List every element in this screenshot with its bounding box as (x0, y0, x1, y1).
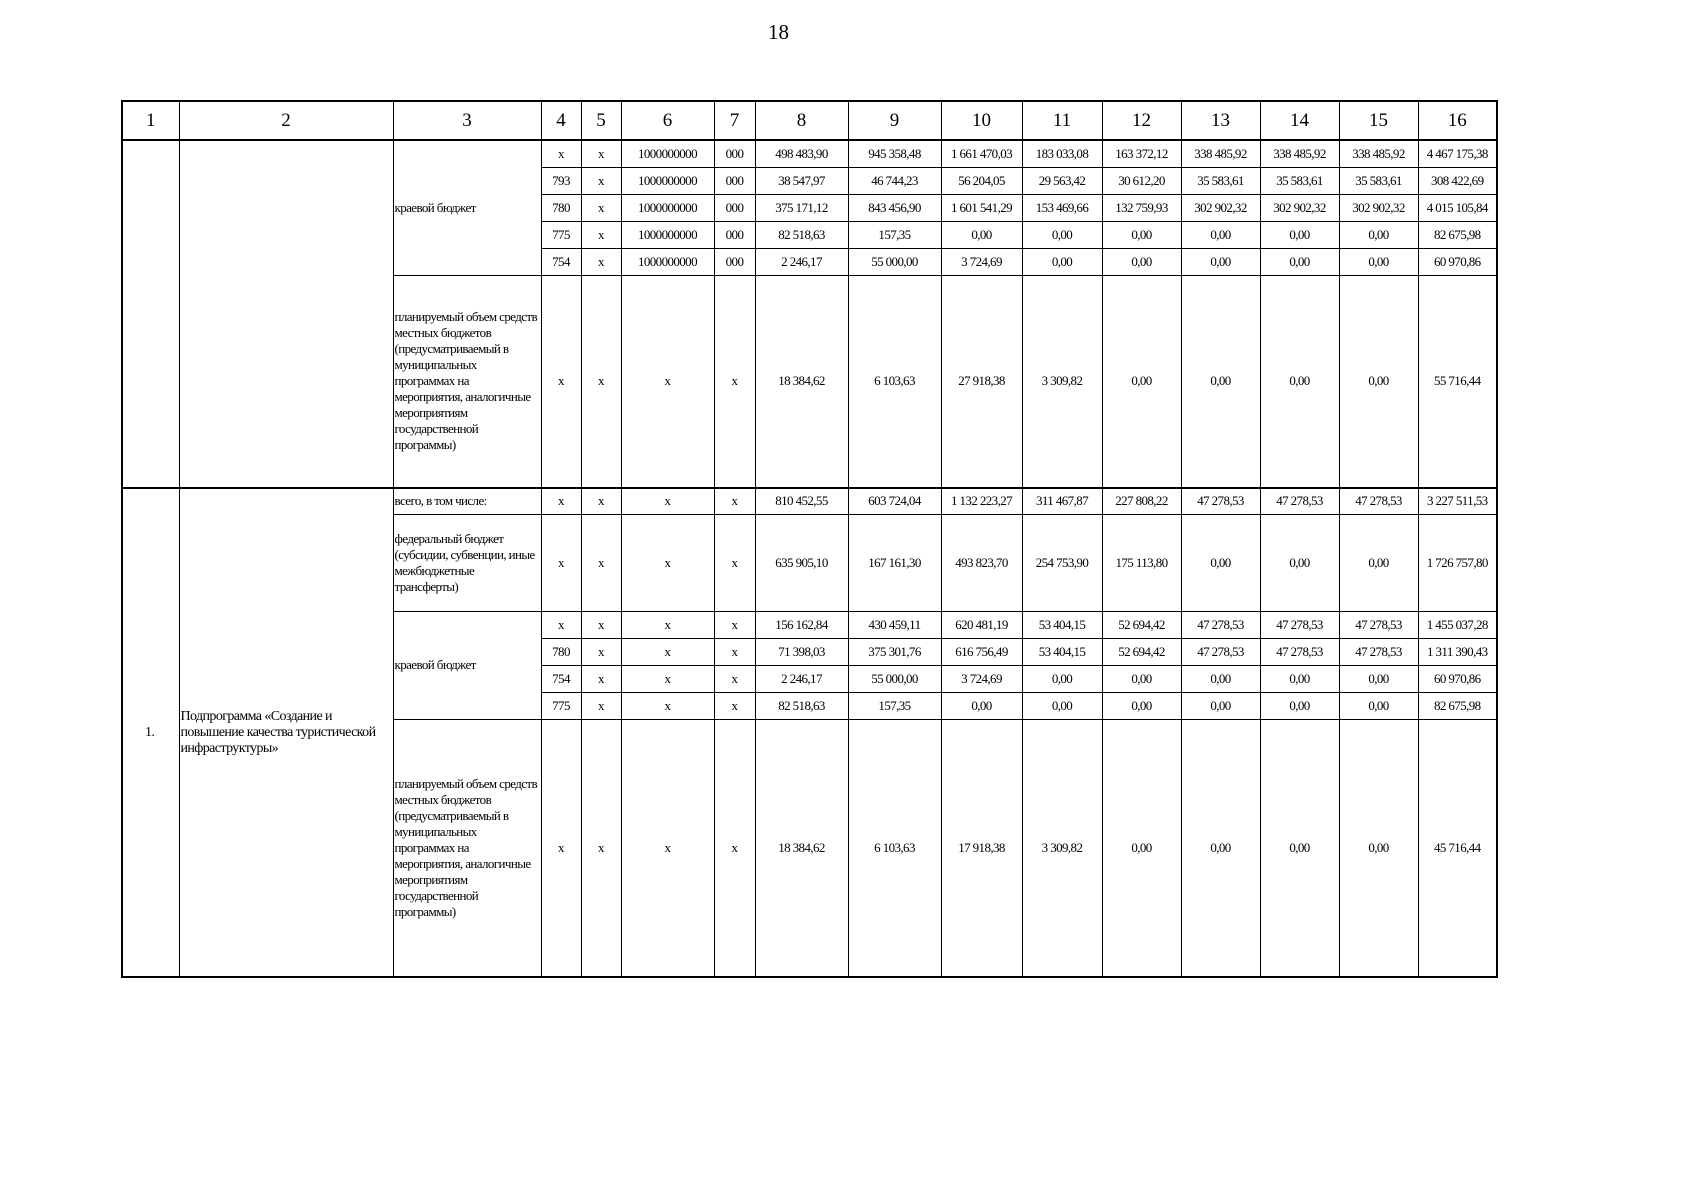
table-cell-col-12: 175 113,80 (1102, 514, 1181, 611)
table-cell-col-7: х (714, 719, 755, 977)
table-cell-col-5: х (581, 488, 621, 514)
table-cell-col-11: 311 467,87 (1022, 488, 1102, 514)
table-cell-col-10: 56 204,05 (941, 167, 1022, 194)
table-cell-col-12: 0,00 (1102, 719, 1181, 977)
table-cell-col-13: 0,00 (1181, 275, 1260, 488)
table-cell-col-6: 1000000000 (621, 167, 714, 194)
table-cell-col-6: 1000000000 (621, 248, 714, 275)
table-cell-col-10: 0,00 (941, 692, 1022, 719)
table-cell-col-11: 0,00 (1022, 692, 1102, 719)
table-cell-col-6: 1000000000 (621, 221, 714, 248)
table-cell-col-5: х (581, 692, 621, 719)
table-cell-col-11: 0,00 (1022, 221, 1102, 248)
table-cell-col-10: 1 661 470,03 (941, 140, 1022, 167)
table-cell-col-15: 338 485,92 (1339, 140, 1418, 167)
column-header-row (122, 101, 1497, 140)
table-cell-col-5: х (581, 719, 621, 977)
table-cell-col-14: 0,00 (1260, 221, 1339, 248)
column-header-6: 6 (621, 101, 714, 140)
block-a-number-cell (122, 140, 179, 488)
table-cell-col-9: 6 103,63 (848, 719, 941, 977)
column-header-8: 8 (755, 101, 848, 140)
table-cell-col-11: 183 033,08 (1022, 140, 1102, 167)
table-cell-col-8: 375 171,12 (755, 194, 848, 221)
table-cell-col-9: 157,35 (848, 692, 941, 719)
table-cell-col-8: 18 384,62 (755, 275, 848, 488)
table-cell-col-13: 35 583,61 (1181, 167, 1260, 194)
table-cell-col-16: 45 716,44 (1418, 719, 1497, 977)
table-cell-col-15: 0,00 (1339, 514, 1418, 611)
table-cell-col-5: х (581, 140, 621, 167)
subprogram-name: Подпрограмма «Создание и повышение качества туристической инфраструктуры» (179, 488, 393, 977)
table-cell-col-12: 0,00 (1102, 275, 1181, 488)
block-b-local-label: планируемый объем средств местных бюджетов (предусматриваемый в муниципальных программах на мероприятия, аналогичные мероприятиям государственной программы) (393, 719, 541, 977)
table-cell-col-6: х (621, 638, 714, 665)
block-a (122, 140, 1497, 488)
table-cell-col-12: 0,00 (1102, 221, 1181, 248)
budget-table (121, 100, 1498, 978)
table-cell-col-4: х (541, 611, 581, 638)
table-cell-col-7: х (714, 275, 755, 488)
table-cell-col-11: 29 563,42 (1022, 167, 1102, 194)
table-cell-col-6: х (621, 275, 714, 488)
table-cell-col-6: х (621, 488, 714, 514)
table-cell-col-16: 82 675,98 (1418, 221, 1497, 248)
table-cell-col-12: 30 612,20 (1102, 167, 1181, 194)
column-header-10: 10 (941, 101, 1022, 140)
column-header-3: 3 (393, 101, 541, 140)
table-cell-col-13: 0,00 (1181, 514, 1260, 611)
table-cell-col-4: 775 (541, 221, 581, 248)
table-cell-col-15: 47 278,53 (1339, 611, 1418, 638)
table-cell-col-14: 0,00 (1260, 665, 1339, 692)
table-cell-col-10: 3 724,69 (941, 665, 1022, 692)
column-header-13: 13 (1181, 101, 1260, 140)
table-cell-col-4: 754 (541, 248, 581, 275)
table-cell-col-4: х (541, 488, 581, 514)
table-cell-col-12: 52 694,42 (1102, 638, 1181, 665)
table-cell-col-5: х (581, 167, 621, 194)
table-cell-col-8: 82 518,63 (755, 221, 848, 248)
column-header-12: 12 (1102, 101, 1181, 140)
column-header-16: 16 (1418, 101, 1497, 140)
table-row (122, 488, 1497, 514)
table-cell-col-4: х (541, 514, 581, 611)
table-cell-col-6: х (621, 665, 714, 692)
table-cell-col-16: 1 455 037,28 (1418, 611, 1497, 638)
table-cell-col-15: 0,00 (1339, 221, 1418, 248)
table-cell-col-11: 0,00 (1022, 248, 1102, 275)
table-cell-col-6: 1000000000 (621, 194, 714, 221)
table-cell-col-13: 0,00 (1181, 665, 1260, 692)
table-cell-col-11: 53 404,15 (1022, 611, 1102, 638)
table-cell-col-14: 0,00 (1260, 692, 1339, 719)
table-cell-col-9: 55 000,00 (848, 665, 941, 692)
column-header-11: 11 (1022, 101, 1102, 140)
table-cell-col-5: х (581, 611, 621, 638)
table-cell-col-6: х (621, 719, 714, 977)
table-row (122, 140, 1497, 167)
column-header-5: 5 (581, 101, 621, 140)
table-cell-col-13: 338 485,92 (1181, 140, 1260, 167)
block-a-regional-label: краевой бюджет (393, 140, 541, 275)
table-cell-col-5: х (581, 665, 621, 692)
table-cell-col-15: 302 902,32 (1339, 194, 1418, 221)
table-cell-col-10: 27 918,38 (941, 275, 1022, 488)
block-b-regional-label: краевой бюджет (393, 611, 541, 719)
subprogram-number: 1. (122, 488, 179, 977)
table-cell-col-12: 52 694,42 (1102, 611, 1181, 638)
table-cell-col-5: х (581, 514, 621, 611)
table-cell-col-7: х (714, 692, 755, 719)
table-cell-col-8: 2 246,17 (755, 665, 848, 692)
table-cell-col-14: 47 278,53 (1260, 638, 1339, 665)
table-cell-col-11: 53 404,15 (1022, 638, 1102, 665)
table-cell-col-7: х (714, 514, 755, 611)
block-a-name-cell (179, 140, 393, 488)
table-cell-col-10: 1 132 223,27 (941, 488, 1022, 514)
table-cell-col-5: х (581, 248, 621, 275)
table-cell-col-4: 793 (541, 167, 581, 194)
table-cell-col-13: 47 278,53 (1181, 638, 1260, 665)
table-cell-col-7: х (714, 665, 755, 692)
table-cell-col-16: 308 422,69 (1418, 167, 1497, 194)
table-cell-col-16: 4 015 105,84 (1418, 194, 1497, 221)
table-cell-col-10: 17 918,38 (941, 719, 1022, 977)
table-cell-col-14: 47 278,53 (1260, 488, 1339, 514)
table-cell-col-7: 000 (714, 221, 755, 248)
table-cell-col-9: 6 103,63 (848, 275, 941, 488)
table-cell-col-12: 163 372,12 (1102, 140, 1181, 167)
table-cell-col-16: 1 726 757,80 (1418, 514, 1497, 611)
table-cell-col-14: 47 278,53 (1260, 611, 1339, 638)
table-cell-col-10: 0,00 (941, 221, 1022, 248)
table-cell-col-8: 810 452,55 (755, 488, 848, 514)
table-cell-col-13: 47 278,53 (1181, 488, 1260, 514)
table-cell-col-9: 55 000,00 (848, 248, 941, 275)
table-cell-col-6: 1000000000 (621, 140, 714, 167)
table-cell-col-8: 498 483,90 (755, 140, 848, 167)
table-cell-col-5: х (581, 275, 621, 488)
table-cell-col-4: 780 (541, 638, 581, 665)
table-cell-col-14: 0,00 (1260, 719, 1339, 977)
table-cell-col-4: 780 (541, 194, 581, 221)
table-cell-col-11: 254 753,90 (1022, 514, 1102, 611)
table-cell-col-7: 000 (714, 167, 755, 194)
total-label: всего, в том числе: (393, 488, 541, 514)
table-cell-col-15: 47 278,53 (1339, 488, 1418, 514)
column-header-14: 14 (1260, 101, 1339, 140)
table-cell-col-9: 843 456,90 (848, 194, 941, 221)
table-cell-col-12: 227 808,22 (1102, 488, 1181, 514)
table-cell-col-9: 46 744,23 (848, 167, 941, 194)
table-cell-col-9: 945 358,48 (848, 140, 941, 167)
table-cell-col-16: 55 716,44 (1418, 275, 1497, 488)
table-cell-col-15: 0,00 (1339, 248, 1418, 275)
block-b (122, 488, 1497, 977)
table-cell-col-8: 156 162,84 (755, 611, 848, 638)
table-cell-col-8: 635 905,10 (755, 514, 848, 611)
table-cell-col-15: 47 278,53 (1339, 638, 1418, 665)
table-cell-col-13: 0,00 (1181, 719, 1260, 977)
table-cell-col-12: 132 759,93 (1102, 194, 1181, 221)
table-cell-col-13: 0,00 (1181, 692, 1260, 719)
table-cell-col-15: 0,00 (1339, 719, 1418, 977)
federal-label: федеральный бюджет (субсидии, субвенции, иные межбюджетные трансферты) (393, 514, 541, 611)
table-cell-col-11: 153 469,66 (1022, 194, 1102, 221)
table-cell-col-9: 430 459,11 (848, 611, 941, 638)
table-cell-col-15: 0,00 (1339, 665, 1418, 692)
table-cell-col-13: 0,00 (1181, 221, 1260, 248)
table-cell-col-15: 0,00 (1339, 692, 1418, 719)
table-cell-col-7: 000 (714, 140, 755, 167)
table-cell-col-6: х (621, 611, 714, 638)
table-cell-col-14: 0,00 (1260, 248, 1339, 275)
column-header-7: 7 (714, 101, 755, 140)
table-cell-col-12: 0,00 (1102, 692, 1181, 719)
table-cell-col-8: 82 518,63 (755, 692, 848, 719)
table-cell-col-6: х (621, 514, 714, 611)
table-cell-col-5: х (581, 221, 621, 248)
table-cell-col-10: 493 823,70 (941, 514, 1022, 611)
table-cell-col-16: 82 675,98 (1418, 692, 1497, 719)
table-cell-col-13: 47 278,53 (1181, 611, 1260, 638)
table-cell-col-5: х (581, 638, 621, 665)
table-cell-col-16: 4 467 175,38 (1418, 140, 1497, 167)
column-header-2: 2 (179, 101, 393, 140)
table-cell-col-8: 71 398,03 (755, 638, 848, 665)
table-cell-col-9: 603 724,04 (848, 488, 941, 514)
table-cell-col-7: 000 (714, 248, 755, 275)
table-cell-col-4: х (541, 275, 581, 488)
table-cell-col-14: 0,00 (1260, 275, 1339, 488)
table-cell-col-8: 2 246,17 (755, 248, 848, 275)
table-cell-col-7: 000 (714, 194, 755, 221)
table-cell-col-9: 375 301,76 (848, 638, 941, 665)
table-cell-col-11: 3 309,82 (1022, 275, 1102, 488)
table-cell-col-16: 60 970,86 (1418, 248, 1497, 275)
table-cell-col-12: 0,00 (1102, 248, 1181, 275)
table-cell-col-9: 167 161,30 (848, 514, 941, 611)
column-header-4: 4 (541, 101, 581, 140)
table-cell-col-12: 0,00 (1102, 665, 1181, 692)
table-cell-col-10: 1 601 541,29 (941, 194, 1022, 221)
table-cell-col-16: 3 227 511,53 (1418, 488, 1497, 514)
table-cell-col-7: х (714, 488, 755, 514)
table-cell-col-15: 35 583,61 (1339, 167, 1418, 194)
table-cell-col-8: 38 547,97 (755, 167, 848, 194)
table-cell-col-15: 0,00 (1339, 275, 1418, 488)
column-header-1: 1 (122, 101, 179, 140)
table-cell-col-11: 3 309,82 (1022, 719, 1102, 977)
table-cell-col-5: х (581, 194, 621, 221)
table-cell-col-11: 0,00 (1022, 665, 1102, 692)
table-cell-col-16: 60 970,86 (1418, 665, 1497, 692)
table-cell-col-13: 302 902,32 (1181, 194, 1260, 221)
table-cell-col-16: 1 311 390,43 (1418, 638, 1497, 665)
table-cell-col-14: 0,00 (1260, 514, 1339, 611)
table-cell-col-10: 620 481,19 (941, 611, 1022, 638)
table-cell-col-4: 754 (541, 665, 581, 692)
column-header-9: 9 (848, 101, 941, 140)
table-cell-col-9: 157,35 (848, 221, 941, 248)
table-cell-col-8: 18 384,62 (755, 719, 848, 977)
table-cell-col-13: 0,00 (1181, 248, 1260, 275)
table-cell-col-14: 338 485,92 (1260, 140, 1339, 167)
block-a-local-label: планируемый объем средств местных бюджетов (предусматриваемый в муниципальных программах на мероприятия, аналогичные мероприятиям государственной программы) (393, 275, 541, 488)
table-cell-col-4: х (541, 719, 581, 977)
page-number: 18 (768, 20, 789, 44)
table-cell-col-10: 3 724,69 (941, 248, 1022, 275)
table-cell-col-10: 616 756,49 (941, 638, 1022, 665)
table-cell-col-7: х (714, 638, 755, 665)
table-cell-col-4: 775 (541, 692, 581, 719)
table-cell-col-14: 35 583,61 (1260, 167, 1339, 194)
table-cell-col-4: х (541, 140, 581, 167)
table-cell-col-14: 302 902,32 (1260, 194, 1339, 221)
column-header-15: 15 (1339, 101, 1418, 140)
table-cell-col-7: х (714, 611, 755, 638)
table-cell-col-6: х (621, 692, 714, 719)
